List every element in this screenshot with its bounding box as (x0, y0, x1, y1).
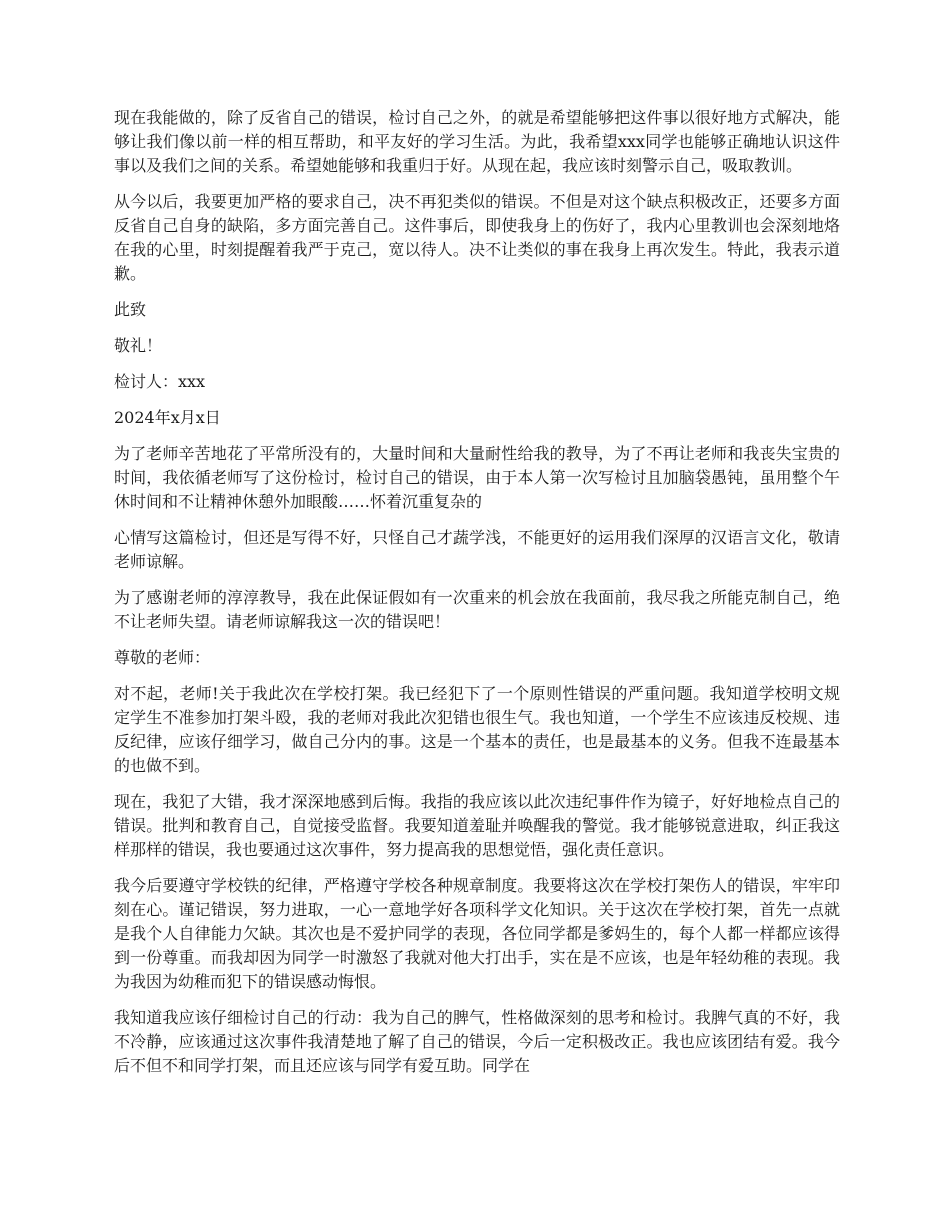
closing-regards: 敬礼！ (114, 336, 163, 355)
paragraph-apology-intro: 现在我能做的，除了反省自己的错误，检讨自己之外，的就是希望能够把这件事以很好地方式解决，能够让我们像以前一样的相互帮助，和平友好的学习生活。为此，我希望xxx同学也能够正确地认识这件事以及我们之间的关系。希望她能够和我重归于好。从现在起，我应该时刻警示自己，吸取教训。 (114, 108, 840, 175)
paragraph-promise: 为了感谢老师的淳淳教导，我在此保证假如有一次重来的机会放在我面前，我尽我之所能克制自己，绝不让老师失望。请老师谅解我这一次的错误吧！ (114, 588, 840, 631)
paragraph-discipline: 我今后要遵守学校铁的纪律，严格遵守学校各种规章制度。我要将这次在学校打架伤人的错误，牢牢印刻在心。谨记错误，努力进取，一心一意地学好各项科学文化知识。关于这次在学校打架，首先一点就是我个人自律能力欠缺。其次也是不爱护同学的表现，各位同学都是爹妈生的，每个人都一样都应该得到一份尊重。而我却因为同学一时激怒了我就对他大打出手，实在是不应该，也是年轻幼稚的表现。我为我因为幼稚而犯下的错误感动悔恨。 (114, 876, 840, 991)
paragraph-regret: 现在，我犯了大错，我才深深地感到后悔。我指的我应该以此次违纪事件作为镜子，好好地检点自己的错误。批判和教育自己，自觉接受监督。我要知道羞耻并唤醒我的警觉。我才能够锐意进取，纠正我这样那样的错误，我也要通过这次事件，努力提高我的思想觉悟，强化责任意识。 (114, 792, 840, 859)
signature-line: 检讨人：xxx (114, 372, 206, 391)
paragraph-continued: 心情写这篇检讨，但还是写得不好，只怪自己才蔬学浅，不能更好的运用我们深厚的汉语言文化，敬请老师谅解。 (114, 528, 840, 571)
date-line: 2024年x月x日 (114, 408, 221, 427)
paragraph-resolution: 从今以后，我要更加严格的要求自己，决不再犯类似的错误。不但是对这个缺点积极改正，还要多方面反省自己自身的缺陷，多方面完善自己。这件事后，即使我身上的伤好了，我内心里教训也会深刻地烙在我的心里，时刻提醒着我严于克己，宽以待人。决不让类似的事在我身上再次发生。特此，我表示道歉。 (114, 192, 840, 283)
greeting: 尊敬的老师： (114, 648, 211, 667)
paragraph-self-review: 我知道我应该仔细检讨自己的行动：我为自己的脾气，性格做深刻的思考和检讨。我脾气真的不好，我不冷静，应该通过这次事件我清楚地了解了自己的错误，今后一定积极改正。我也应该团结有爱。我今后不但不和同学打架，而且还应该与同学有爱互助。同学在 (114, 1008, 840, 1075)
paragraph-teacher-thanks: 为了老师辛苦地花了平常所没有的，大量时间和大量耐性给我的教导，为了不再让老师和我丧失宝贵的时间，我依循老师写了这份检讨，检讨自己的错误，由于本人第一次写检讨且加脑袋愚钝，虽用整个午休时间和不让精神休憩外加眼酸……怀着沉重复杂的 (114, 444, 840, 511)
closing-salutation: 此致 (114, 300, 147, 319)
paragraph-fight-apology: 对不起，老师!关于我此次在学校打架。我已经犯下了一个原则性错误的严重问题。我知道学校明文规定学生不准参加打架斗殴，我的老师对我此次犯错也很生气。我也知道，一个学生不应该违反校规、违反纪律，应该仔细学习，做自己分内的事。这是一个基本的责任，也是最基本的义务。但我不连最基本的也做不到。 (114, 684, 840, 775)
